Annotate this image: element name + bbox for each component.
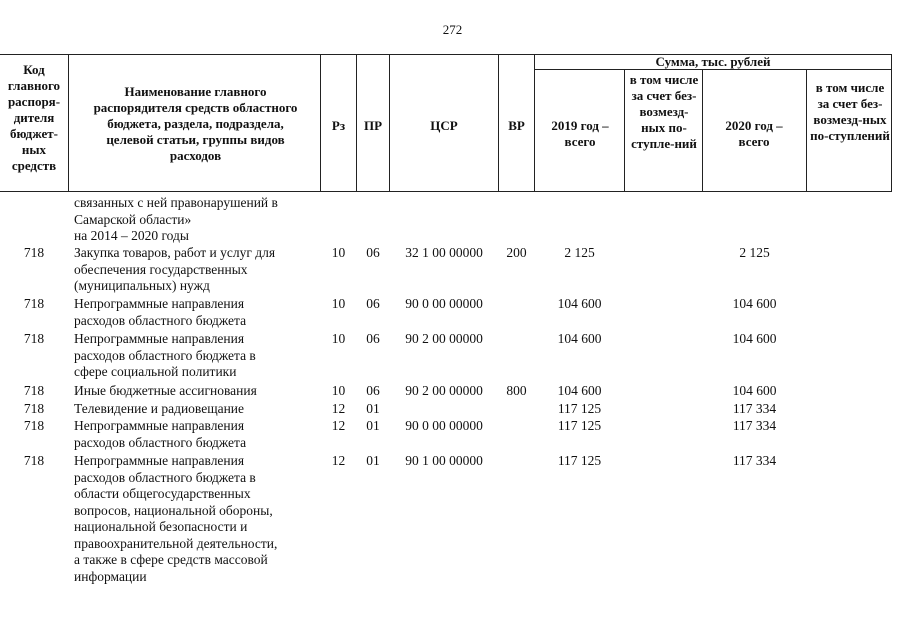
row-code: 718 xyxy=(23,296,45,311)
text-line: на 2014 – 2020 годы xyxy=(74,228,189,243)
row-code: 718 xyxy=(23,383,45,398)
text-line: Непрограммные направления xyxy=(74,296,245,311)
row-code: 718 xyxy=(23,418,45,433)
text-line: расходов областного бюджета xyxy=(74,434,247,450)
col-divider xyxy=(806,69,807,192)
row-pr: 01 xyxy=(366,401,380,416)
text-line: информации xyxy=(74,568,147,584)
row-rz: 12 xyxy=(331,453,346,468)
row-code: 718 xyxy=(23,245,45,260)
text-line: области общегосударственных xyxy=(74,486,251,501)
text-line: а также в сфере средств массовой xyxy=(74,552,268,567)
row-vr: 800 xyxy=(506,383,527,398)
row-csr: 90 2 00 00000 xyxy=(405,331,483,346)
text-line: Телевидение и радиовещание xyxy=(74,401,245,416)
row-csr: 90 0 00 00000 xyxy=(405,296,483,311)
row-csr: 32 1 00 00000 xyxy=(405,245,483,260)
text-line: Закупка товаров, работ и услуг для xyxy=(74,245,276,260)
row-code: 718 xyxy=(23,453,45,468)
row-sum-2019: 117 125 xyxy=(557,418,602,433)
header-rz: Рз xyxy=(331,118,346,133)
continuation-text xyxy=(74,195,319,245)
row-csr: 90 0 00 00000 xyxy=(405,418,483,433)
text-line: Самарской области» xyxy=(74,211,192,227)
row-vr: 200 xyxy=(506,245,527,260)
row-sum-2020: 117 334 xyxy=(732,453,777,468)
row-sum-2019: 117 125 xyxy=(557,401,602,416)
row-name xyxy=(74,401,319,418)
text-line: Непрограммные направления xyxy=(74,331,245,346)
header-2019-total: 2019 год – всего xyxy=(551,118,609,149)
text-line: расходов областного бюджета в xyxy=(74,469,256,485)
row-sum-2019: 104 600 xyxy=(557,331,602,346)
row-sum-2019: 2 125 xyxy=(564,245,595,260)
header-csr: ЦСР xyxy=(430,118,458,133)
row-code: 718 xyxy=(23,401,45,416)
row-name xyxy=(74,245,319,295)
row-pr: 06 xyxy=(366,331,380,346)
header-bottom-border xyxy=(0,191,892,192)
row-sum-2019: 117 125 xyxy=(557,453,602,468)
row-sum-2020: 2 125 xyxy=(739,245,770,260)
text-line: Непрограммные направления xyxy=(74,418,245,433)
header-2019-free: в том числе за счет без-возмезд-ных по-ступле-ний xyxy=(629,72,699,151)
row-pr: 01 xyxy=(366,418,380,433)
row-sum-2020: 104 600 xyxy=(732,296,777,311)
row-code: 718 xyxy=(23,331,45,346)
row-csr: 90 1 00 00000 xyxy=(405,453,483,468)
row-sum-2019: 104 600 xyxy=(557,296,602,311)
header-2020-free: в том числе за счет без-возмезд-ных по-ступлений xyxy=(810,80,890,143)
row-sum-2019: 104 600 xyxy=(557,383,602,398)
row-csr: 90 2 00 00000 xyxy=(405,383,483,398)
text-line: сфере социальной политики xyxy=(74,364,237,379)
text-line: расходов областного бюджета в xyxy=(74,347,256,363)
header-code: Код главного распоря-дителя бюджет-ных средств xyxy=(7,62,61,173)
row-pr: 01 xyxy=(366,453,380,468)
row-sum-2020: 117 334 xyxy=(732,418,777,433)
header-vr: ВР xyxy=(508,118,525,133)
text-line: вопросов, национальной обороны, xyxy=(74,502,273,518)
col-divider xyxy=(891,54,892,192)
row-name xyxy=(74,296,319,329)
row-rz: 10 xyxy=(331,245,346,260)
row-rz: 10 xyxy=(331,383,346,398)
col-divider xyxy=(68,54,69,192)
row-name xyxy=(74,383,319,400)
row-sum-2020: 117 334 xyxy=(732,401,777,416)
row-pr: 06 xyxy=(366,383,380,398)
row-name xyxy=(74,453,319,585)
row-pr: 06 xyxy=(366,245,380,260)
col-divider xyxy=(702,69,703,192)
row-rz: 12 xyxy=(331,401,346,416)
col-divider xyxy=(534,54,535,192)
text-line: обеспечения государственных xyxy=(74,261,248,277)
header-pr: ПР xyxy=(363,118,383,133)
text-line: (муниципальных) нужд xyxy=(74,278,210,293)
page-number: 272 xyxy=(442,22,463,37)
col-divider xyxy=(624,69,625,192)
row-sum-2020: 104 600 xyxy=(732,331,777,346)
text-line: связанных с ней правонарушений в xyxy=(74,195,278,210)
text-line: правоохранительной деятельности, xyxy=(74,535,278,551)
row-name xyxy=(74,331,319,381)
text-line: расходов областного бюджета xyxy=(74,312,247,328)
text-line: национальной безопасности и xyxy=(74,519,248,534)
row-rz: 10 xyxy=(331,331,346,346)
header-sum: Сумма, тыс. рублей xyxy=(655,54,771,69)
header-name: Наименование главного распорядителя средств областного бюджета, раздела, подраздела, целевой статьи, группы видов расходов xyxy=(93,84,298,163)
row-name xyxy=(74,418,319,451)
row-pr: 06 xyxy=(366,296,380,311)
header-2020-total: 2020 год – всего xyxy=(725,118,783,149)
row-rz: 12 xyxy=(331,418,346,433)
text-line: Иные бюджетные ассигнования xyxy=(74,383,257,398)
row-rz: 10 xyxy=(331,296,346,311)
text-line: Непрограммные направления xyxy=(74,453,245,468)
row-sum-2020: 104 600 xyxy=(732,383,777,398)
